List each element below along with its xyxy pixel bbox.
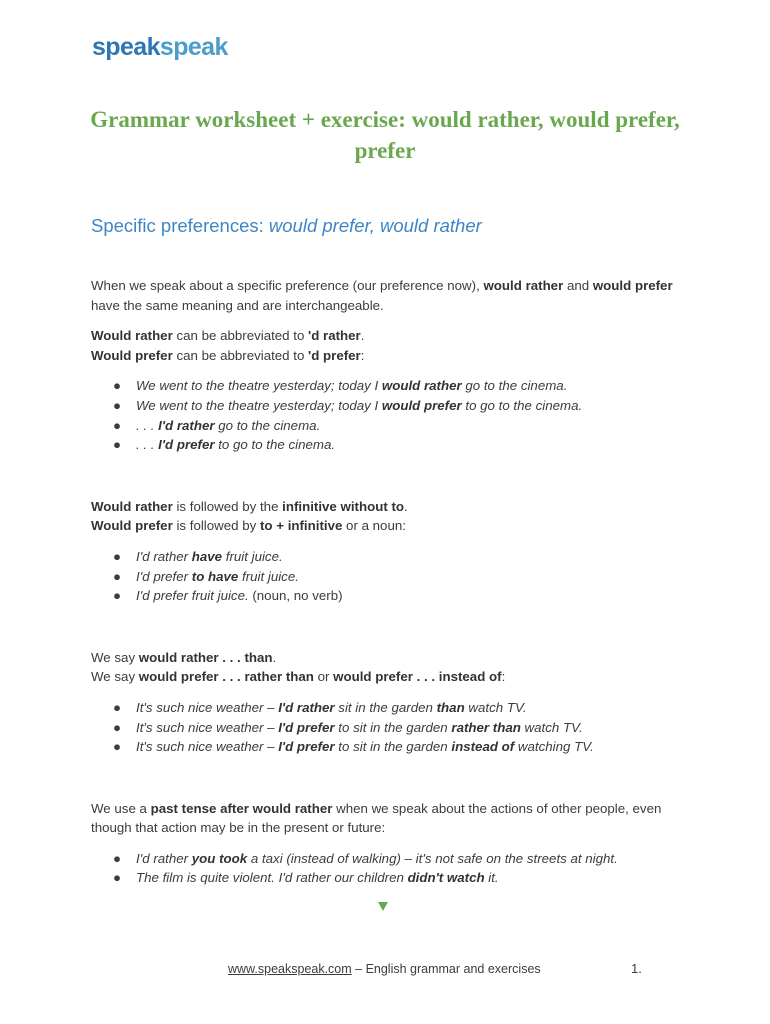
bullet-icon: ● bbox=[113, 548, 122, 564]
paragraph-abbreviations bbox=[91, 326, 681, 365]
text: or a noun: bbox=[342, 518, 406, 534]
example-list-1 bbox=[91, 376, 681, 454]
text: . . . bbox=[136, 417, 159, 433]
text: We went to the theatre yesterday; today I bbox=[136, 397, 382, 413]
text: It's such nice weather – bbox=[136, 719, 279, 735]
example-list-4 bbox=[91, 849, 681, 888]
paragraph-specific-preference bbox=[91, 276, 681, 315]
text: is followed by the bbox=[172, 498, 283, 514]
text: can be abbreviated to bbox=[172, 347, 309, 363]
bold-text: 'd prefer bbox=[308, 347, 361, 363]
bold-text: have bbox=[191, 548, 223, 564]
text: We went to the theatre yesterday; today I bbox=[136, 378, 382, 394]
text: I'd rather bbox=[136, 548, 192, 564]
bullet-icon: ● bbox=[113, 397, 122, 413]
list-item bbox=[91, 849, 681, 869]
list-item bbox=[91, 416, 681, 436]
logo-part-2: speak bbox=[159, 33, 228, 61]
bullet-icon: ● bbox=[113, 588, 122, 604]
subtitle-emphasis: would prefer, would rather bbox=[268, 215, 482, 236]
down-triangle-icon bbox=[378, 902, 388, 911]
text: a taxi (instead of walking) – it's not safe on the streets at night. bbox=[247, 850, 618, 866]
bold-text: Would prefer bbox=[91, 347, 173, 363]
bullet-icon: ● bbox=[113, 870, 122, 886]
text: (noun, no verb) bbox=[248, 588, 343, 604]
text: : bbox=[501, 669, 506, 685]
bold-text: 'd rather bbox=[308, 328, 361, 344]
bullet-icon: ● bbox=[113, 568, 122, 584]
speakspeak-logo bbox=[92, 30, 228, 64]
page-footer bbox=[228, 962, 541, 976]
text: It's such nice weather – bbox=[136, 739, 279, 755]
text: . bbox=[272, 649, 277, 665]
list-item bbox=[91, 567, 681, 587]
bullet-icon: ● bbox=[113, 699, 122, 715]
bold-text: Would rather bbox=[91, 498, 173, 514]
worksheet-content bbox=[91, 276, 681, 888]
bullet-icon: ● bbox=[113, 850, 122, 866]
text: to go to the cinema. bbox=[461, 397, 583, 413]
text: . bbox=[404, 498, 408, 514]
footer-text: – English grammar and exercises bbox=[351, 962, 541, 976]
bullet-icon: ● bbox=[113, 417, 122, 433]
section-subtitle bbox=[91, 214, 482, 238]
logo-part-1: speak bbox=[92, 33, 160, 61]
text: The film is quite violent. I'd rather our children bbox=[136, 870, 408, 886]
bold-text: Would prefer bbox=[91, 518, 173, 534]
text: when we speak about the actions of other people, even though that action may be in the present or future: bbox=[91, 800, 662, 836]
text: We use a bbox=[91, 800, 151, 816]
bold-text: to have bbox=[191, 568, 239, 584]
bold-text: I'd prefer bbox=[278, 739, 335, 755]
list-item bbox=[91, 698, 681, 718]
text: We say bbox=[91, 669, 139, 685]
list-item bbox=[91, 737, 681, 757]
text: to sit in the garden bbox=[334, 739, 452, 755]
text: to go to the cinema. bbox=[214, 437, 336, 453]
text: sit in the garden bbox=[334, 699, 437, 715]
text: watch TV. bbox=[464, 699, 527, 715]
list-item bbox=[91, 868, 681, 888]
subtitle-lead: Specific preferences: bbox=[91, 215, 269, 236]
bold-text: past tense after would rather bbox=[150, 800, 333, 816]
text: . bbox=[360, 328, 365, 344]
list-item bbox=[91, 586, 681, 606]
list-item bbox=[91, 396, 681, 416]
bold-text: than bbox=[436, 699, 465, 715]
bold-text: would rather . . . than bbox=[138, 649, 273, 665]
bullet-icon: ● bbox=[113, 437, 122, 453]
paragraph-past-tense bbox=[91, 799, 681, 838]
bold-text: I'd rather bbox=[158, 417, 215, 433]
bold-text: you took bbox=[191, 850, 248, 866]
text: watch TV. bbox=[520, 719, 583, 735]
example-list-3 bbox=[91, 698, 681, 757]
list-item bbox=[91, 718, 681, 738]
text: can be abbreviated to bbox=[172, 328, 309, 344]
text: go to the cinema. bbox=[214, 417, 321, 433]
text: have the same meaning and are interchangeable. bbox=[91, 297, 384, 313]
bold-text: instead of bbox=[451, 739, 515, 755]
list-item bbox=[91, 547, 681, 567]
text: it. bbox=[484, 870, 499, 886]
bold-text: would rather bbox=[483, 278, 564, 293]
bold-text: rather than bbox=[451, 719, 521, 735]
bold-text: would prefer bbox=[592, 278, 673, 293]
text: watching TV. bbox=[514, 739, 594, 755]
page-number: 1. bbox=[631, 961, 642, 976]
text: I'd prefer bbox=[136, 568, 192, 584]
paragraph-than-instead bbox=[91, 648, 681, 687]
bold-text: didn't watch bbox=[407, 870, 485, 886]
bold-text: to + infinitive bbox=[259, 518, 343, 534]
footer-link[interactable]: www.speakspeak.com bbox=[228, 962, 352, 976]
list-item bbox=[91, 435, 681, 455]
bullet-icon: ● bbox=[113, 378, 122, 394]
text: is followed by bbox=[172, 518, 260, 534]
bullet-icon: ● bbox=[113, 739, 122, 755]
text: When we speak about a specific preference (our preference now), bbox=[91, 278, 484, 293]
bullet-icon: ● bbox=[113, 719, 122, 735]
example-list-2 bbox=[91, 547, 681, 606]
text: I'd prefer fruit juice. bbox=[136, 588, 249, 604]
text: to sit in the garden bbox=[334, 719, 452, 735]
text: We say bbox=[91, 649, 139, 665]
list-item bbox=[91, 376, 681, 396]
bold-text: I'd rather bbox=[278, 699, 335, 715]
bold-text: infinitive without to bbox=[282, 498, 405, 514]
bold-text: would rather bbox=[381, 378, 462, 394]
text: and bbox=[563, 278, 593, 293]
paragraph-infinitive-rules bbox=[91, 497, 681, 536]
text: or bbox=[313, 669, 334, 685]
text: go to the cinema. bbox=[461, 378, 568, 394]
text: . . . bbox=[136, 437, 159, 453]
page-title: Grammar worksheet + exercise: would rather, would prefer, prefer bbox=[90, 107, 680, 163]
bold-text: would prefer bbox=[381, 397, 462, 413]
text: fruit juice. bbox=[238, 568, 299, 584]
text: It's such nice weather – bbox=[136, 699, 279, 715]
bold-text: would prefer . . . instead of bbox=[333, 669, 502, 685]
text: fruit juice. bbox=[222, 548, 283, 564]
bold-text: Would rather bbox=[91, 328, 173, 344]
bold-text: I'd prefer bbox=[158, 437, 215, 453]
bold-text: would prefer . . . rather than bbox=[138, 669, 314, 685]
text: I'd rather bbox=[136, 850, 192, 866]
bold-text: I'd prefer bbox=[278, 719, 335, 735]
text: : bbox=[360, 347, 365, 363]
